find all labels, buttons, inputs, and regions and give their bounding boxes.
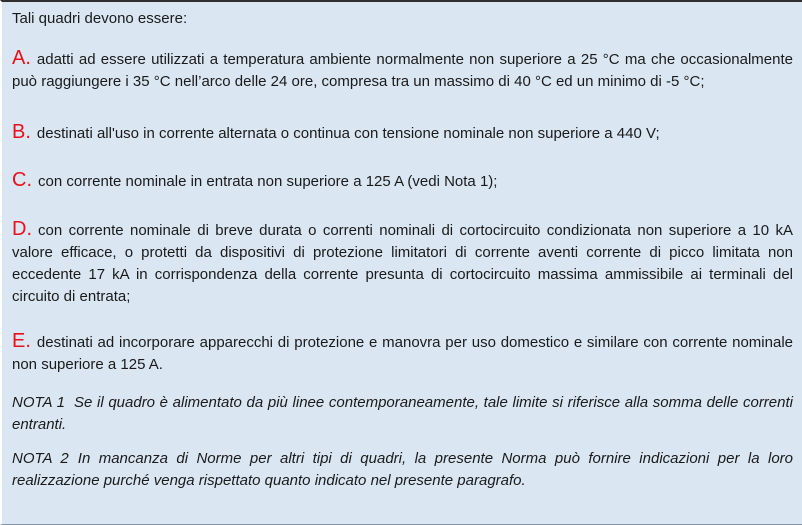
list-item-e — [12, 330, 793, 376]
list-item-c — [12, 169, 793, 193]
item-letter: D. — [12, 218, 32, 240]
item-letter: C. — [12, 169, 32, 191]
item-letter: B. — [12, 121, 31, 143]
page-title: Tali quadri devono essere: — [12, 10, 188, 27]
item-text: con corrente nominale di breve durata o correnti nominali di cortocircuito condizionata non superiore a 10 kA valore efficace, o protetti da dispositivi di protezione limitatori di corrente aventi corrente di picco limitata non eccedente 17 kA in corrispondenza della corrente presunta di cortocircuito massima ammissibile ai terminali del circuito di entrata; — [12, 222, 793, 305]
note-label: NOTA 1 — [12, 394, 65, 411]
note-text: Se il quadro è alimentato da più linee contemporaneamente, tale limite si riferisce alla somma delle correnti entranti. — [12, 394, 793, 433]
item-text: con corrente nominale in entrata non superiore a 125 A (vedi Nota 1); — [38, 173, 498, 190]
item-letter: E. — [12, 330, 31, 352]
item-letter: A. — [12, 47, 31, 69]
note-2 — [12, 448, 793, 492]
list-item-d — [12, 218, 793, 308]
note-1 — [12, 392, 793, 436]
item-text: destinati all'uso in corrente alternata o continua con tensione nominale non superiore a 440 V; — [36, 125, 660, 142]
note-text: In mancanza di Norme per altri tipi di quadri, la presente Norma può fornire indicazioni per la loro realizzazione purché venga rispettato quanto indicato nel presente paragrafo. — [12, 450, 793, 489]
list-item-b — [12, 121, 793, 145]
item-text: destinati ad incorporare apparecchi di protezione e manovra per uso domestico e similare con corrente nominale non superiore a 125 A. — [12, 334, 793, 373]
list-item-a — [12, 47, 793, 93]
item-text: adatti ad essere utilizzati a temperatura ambiente normalmente non superiore a 25 °C ma che occasionalmente può raggiungere i 35 °C nell’arco delle 24 ore, compresa tra un massimo di 40 °C ed un minimo di -5 °C; — [12, 51, 793, 90]
note-label: NOTA 2 — [12, 450, 69, 467]
